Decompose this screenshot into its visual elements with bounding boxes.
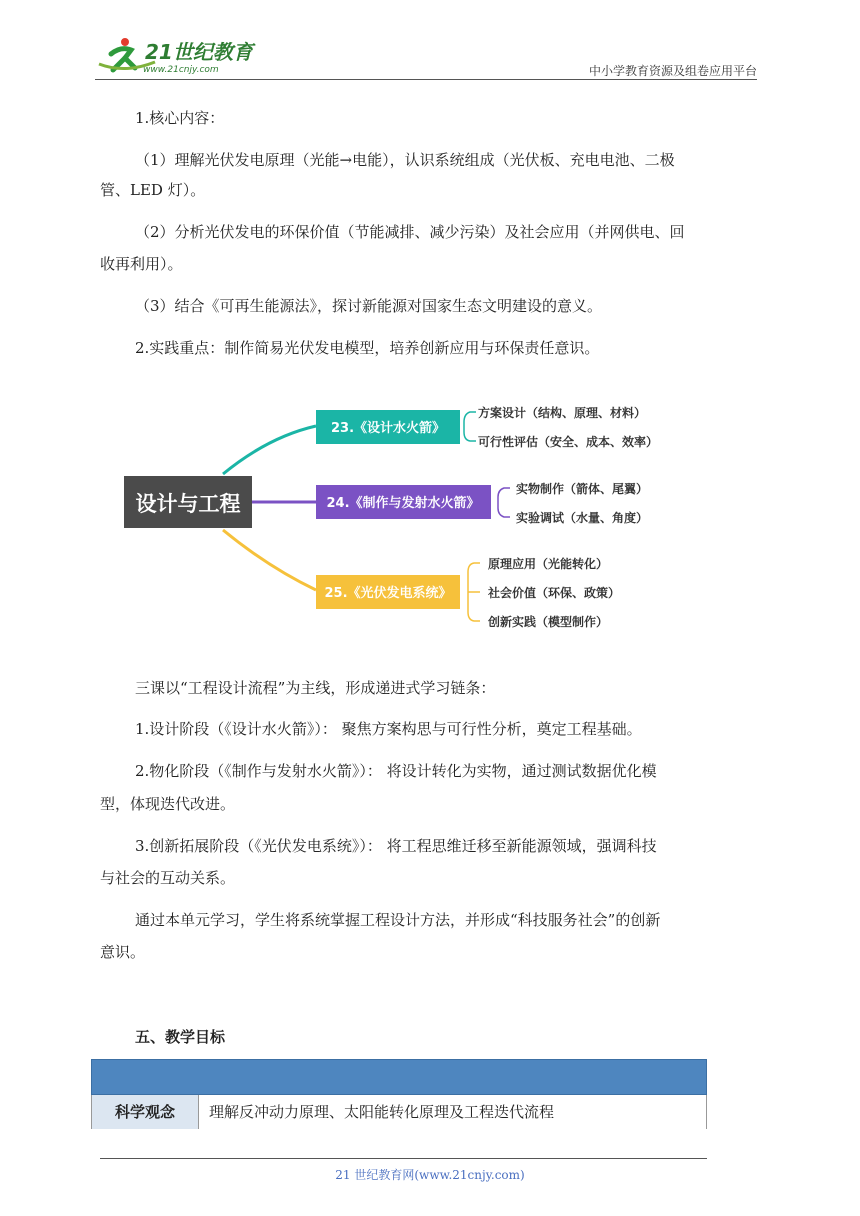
logo-21cnjy bbox=[95, 34, 265, 78]
mindmap-diagram bbox=[118, 392, 678, 642]
table-header-bar bbox=[91, 1059, 707, 1095]
paragraph: 3.创新拓展阶段（《光伏发电系统》）： 将工程思维迁移至新能源领域，强调科技 bbox=[135, 837, 657, 855]
header-divider bbox=[95, 79, 757, 80]
paragraph: 1.核心内容： bbox=[135, 109, 225, 127]
paragraph: 与社会的互动关系。 bbox=[100, 869, 236, 887]
leaf-label: 社会价值（环保、政策） bbox=[488, 586, 621, 600]
branch-label-23: 23.《设计水火箭》 bbox=[330, 421, 446, 436]
connector-yellow bbox=[223, 530, 316, 590]
table-row bbox=[91, 1095, 707, 1129]
row-value: 理解反冲动力原理、太阳能转化原理及工程迭代流程 bbox=[209, 1103, 555, 1121]
bracket-teal bbox=[464, 412, 476, 441]
bracket-purple bbox=[498, 488, 510, 517]
svg-text:www.21cnjy.com: www.21cnjy.com bbox=[143, 65, 219, 75]
paragraph: （2）分析光伏发电的环保价值（节能减排、减少污染）及社会应用（并网供电、回 bbox=[135, 223, 685, 241]
platform-name: 中小学教育资源及组卷应用平台 bbox=[588, 64, 757, 78]
leaf-label: 原理应用（光能转化） bbox=[488, 557, 609, 571]
paragraph: 型，体现迭代改进。 bbox=[100, 795, 236, 813]
paragraph: 2.物化阶段（《制作与发射水火箭》）： 将设计转化为实物，通过测试数据优化模 bbox=[135, 762, 657, 780]
section-title: 五、教学目标 bbox=[135, 1028, 226, 1046]
root-label: 设计与工程 bbox=[135, 492, 241, 516]
page-header bbox=[95, 34, 757, 82]
branch-label-25: 25.《光伏发电系统》 bbox=[324, 586, 452, 601]
branch-label-24: 24.《制作与发射水火箭》 bbox=[326, 496, 480, 511]
paragraph: 三课以“工程设计流程”为主线，形成递进式学习链条： bbox=[135, 679, 496, 697]
leaf-label: 可行性评估（安全、成本、效率） bbox=[478, 435, 659, 449]
leaf-label: 创新实践（模型制作） bbox=[488, 615, 609, 629]
row-label: 科学观念 bbox=[92, 1095, 199, 1129]
paragraph: 通过本单元学习，学生将系统掌握工程设计方法，并形成“科技服务社会”的创新 bbox=[135, 911, 661, 929]
footer-divider bbox=[100, 1158, 707, 1159]
paragraph: （1）理解光伏发电原理（光能→电能），认识系统组成（光伏板、充电电池、二极 bbox=[135, 151, 675, 169]
leaf-label: 实物制作（箭体、尾翼） bbox=[516, 482, 649, 496]
leaf-label: 实验调试（水量、角度） bbox=[516, 511, 649, 525]
paragraph: 收再利用）。 bbox=[100, 255, 183, 273]
paragraph: 管、LED 灯）。 bbox=[100, 181, 206, 199]
footer-link[interactable]: 21 世纪教育网(www.21cnjy.com) bbox=[335, 1168, 525, 1182]
bracket-yellow bbox=[468, 563, 480, 621]
paragraph: （3）结合《可再生能源法》，探讨新能源对国家生态文明建设的意义。 bbox=[135, 297, 603, 315]
paragraph: 2.实践重点：制作简易光伏发电模型，培养创新应用与环保责任意识。 bbox=[135, 339, 600, 357]
leaf-label: 方案设计（结构、原理、材料） bbox=[478, 406, 647, 420]
paragraph: 意识。 bbox=[100, 943, 146, 961]
paragraph: 1.设计阶段（《设计水火箭》）： 聚焦方案构思与可行性分析，奠定工程基础。 bbox=[135, 720, 642, 738]
connector-teal bbox=[223, 426, 316, 474]
svg-text:21世纪教育: 21世纪教育 bbox=[145, 40, 253, 64]
